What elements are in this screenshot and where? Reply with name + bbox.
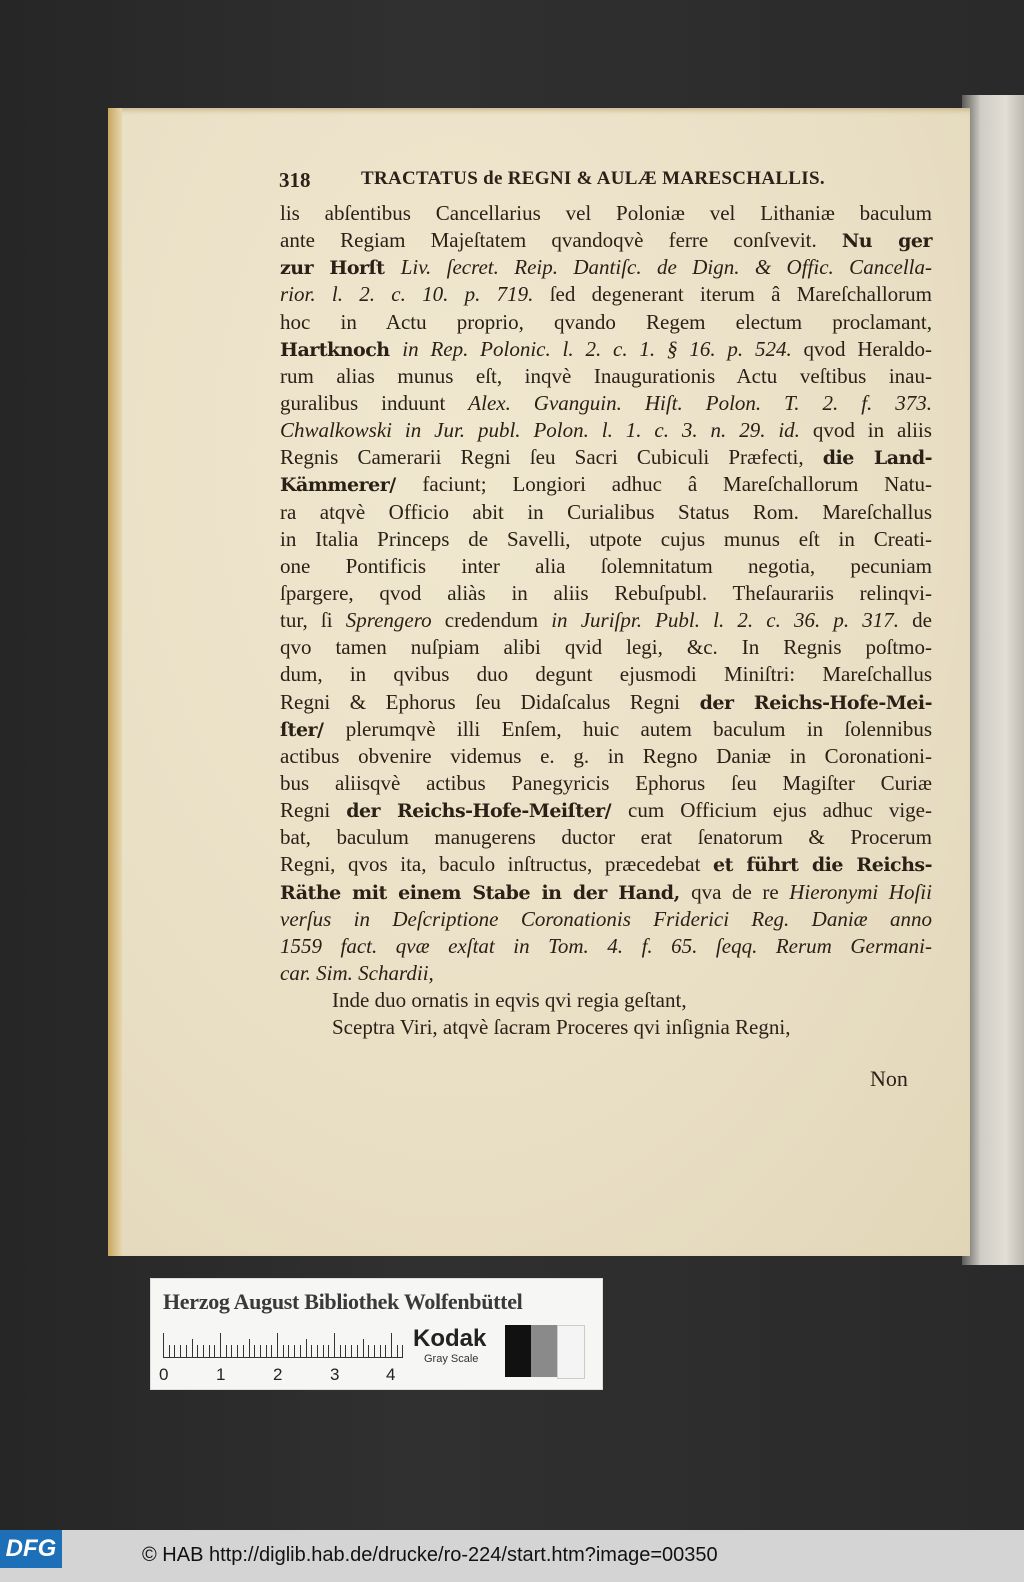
text-segment: tur, ſi (280, 608, 346, 633)
ruler-tick (163, 1333, 164, 1357)
ruler-tick (380, 1345, 381, 1357)
text-line (280, 444, 932, 471)
text-line (280, 743, 932, 770)
text-segment: Sceptra Viri, atqvè ſacram Proceres qvi inſignia Regni, (332, 1015, 791, 1040)
citation-text: in Rep. Polonic. l. 2. c. 1. § 16. p. 524. (402, 336, 792, 361)
ruler-tick (277, 1333, 278, 1357)
ruler-tick (288, 1345, 289, 1357)
text-segment: one Pontificis inter alia ſolemnitatum negotia, pecuniam (280, 553, 932, 578)
ruler-scale (163, 1331, 403, 1358)
text-segment: qva de re (691, 879, 790, 904)
gray-patch-white (557, 1325, 585, 1379)
ruler-tick (374, 1345, 375, 1357)
citation-text: Hieronymi Hoſii (789, 879, 932, 904)
text-line (280, 254, 932, 281)
text-line (280, 417, 932, 444)
text-line (280, 634, 932, 661)
ruler-tick (340, 1345, 341, 1357)
text-line (280, 689, 932, 716)
ruler-tick (266, 1345, 267, 1357)
ruler-number: 0 (159, 1365, 169, 1384)
ruler-tick (174, 1345, 175, 1357)
text-line (280, 309, 932, 336)
fraktur-text: Kämmerer/ (280, 474, 423, 497)
ruler-tick (271, 1345, 272, 1357)
ruler-tick (180, 1345, 181, 1357)
text-segment: Regni & Ephorus ſeu Didaſcalus Regni (280, 689, 700, 714)
citation-text: car. Sim. Schardii, (280, 960, 434, 985)
text-line (280, 661, 932, 688)
citation-text: Sprengero (345, 608, 432, 633)
ruler-tick (397, 1345, 398, 1357)
text-line (280, 716, 932, 743)
text-line (280, 471, 932, 498)
text-line (280, 607, 932, 634)
ruler-number: 1 (216, 1365, 226, 1384)
ruler-tick (243, 1345, 244, 1357)
text-line (280, 851, 932, 878)
text-segment: plerumqvè illi Enſem, huic autem baculum in ſolennibus (345, 716, 932, 741)
text-segment: ſed degenerant iterum â Mareſchallorum (533, 282, 932, 307)
ruler-tick (357, 1345, 358, 1357)
ruler-tick (203, 1345, 204, 1357)
ruler-tick (197, 1345, 198, 1357)
text-line (280, 553, 932, 580)
library-name: Herzog August Bibliothek Wolfenbüttel (163, 1289, 523, 1314)
ruler-tick (192, 1339, 193, 1357)
ruler-tick (209, 1345, 210, 1357)
fraktur-text: der Reichs-Hofe-Mei- (699, 691, 932, 714)
body-text (280, 200, 932, 1041)
text-line (280, 363, 932, 390)
ruler-tick (249, 1339, 250, 1357)
ruler-tick (220, 1333, 221, 1357)
ruler-tick (186, 1345, 187, 1357)
gray-patch-mid (531, 1325, 557, 1377)
fraktur-text: der Reichs-Hofe-Meiſter/ (346, 800, 629, 823)
ruler-tick (363, 1339, 364, 1357)
text-line (280, 770, 932, 797)
citation-text: verſus in Deſcriptione Coronationis Friderici Reg. Daniæ anno (280, 906, 932, 931)
ruler-tick (323, 1345, 324, 1357)
ruler-tick (294, 1345, 295, 1357)
citation-text: rior. l. 2. c. 10. p. 719. (280, 282, 534, 307)
color-scale-card (150, 1278, 603, 1390)
citation-text: Alex. Gvanguin. Hiſt. Polon. T. 2. f. 373. (468, 390, 932, 415)
text-segment: Regni, qvos ita, baculo inſtructus, præcedebat (280, 852, 714, 877)
citation-text: 1559 fact. qvæ exſtat in Tom. 4. f. 65. ſeqq. Rerum Germani- (280, 933, 932, 958)
citation-text: Chwalkowski in Jur. publ. Polon. l. 1. c. 3. n. 29. id. (280, 418, 800, 443)
footer-bar (0, 1530, 1024, 1582)
text-segment: dum, in qvibus duo degunt ejusmodi Miniſtri: Mareſchallus (280, 662, 932, 687)
text-segment: hoc in Actu proprio, qvando Regem electum proclamant, (280, 309, 932, 334)
text-segment: Inde duo ornatis in eqvis qvi regia geſtant, (332, 988, 687, 1013)
text-segment: rum alias munus eſt, inqvè Inaugurationis Actu veſtibus inau- (280, 363, 932, 388)
text-line (280, 906, 932, 933)
ruler-number: 4 (386, 1365, 396, 1384)
text-line (280, 797, 932, 824)
fraktur-text: Hartknoch (280, 338, 403, 361)
page-number: 318 (279, 168, 311, 192)
copyright-link[interactable]: © HAB http://diglib.hab.de/drucke/ro-224/start.htm?image=00350 (142, 1544, 718, 1566)
ruler-tick (254, 1345, 255, 1357)
text-segment: ante Regiam Majeſtatem qvandoqvè ferre conſvevit. (280, 228, 842, 253)
text-segment: actibus obvenire videmus e. g. in Regno Daniæ in Coronationi- (280, 743, 932, 768)
text-segment: qvod in aliis (799, 418, 932, 443)
text-line (280, 933, 932, 960)
gray-scale-label: Gray Scale (424, 1353, 479, 1365)
text-segment: de (899, 608, 932, 633)
ruler-tick (306, 1339, 307, 1357)
text-line (280, 499, 932, 526)
ruler-tick (237, 1345, 238, 1357)
page-header (279, 168, 885, 196)
text-line (280, 336, 932, 363)
ruler-tick (402, 1345, 403, 1357)
text-segment: bus aliisqvè actibus Panegyricis Ephorus ſeu Magiſter Curiæ (280, 770, 932, 795)
text-segment: cum Officium ejus adhuc vige- (628, 798, 932, 823)
text-segment: Regni (280, 798, 347, 823)
text-line (280, 200, 932, 227)
text-segment: credendum (431, 608, 552, 633)
ruler-tick (169, 1345, 170, 1357)
ruler-tick (345, 1345, 346, 1357)
text-line (280, 580, 932, 607)
kodak-logo: Kodak (413, 1325, 487, 1352)
ruler-number: 3 (330, 1365, 340, 1384)
ruler-number: 2 (273, 1365, 283, 1384)
fraktur-text: ſter/ (280, 718, 346, 741)
gray-patch-black (505, 1325, 531, 1377)
ruler-tick (334, 1333, 335, 1357)
fraktur-text: Räthe mit einem Stabe in der Hand, (280, 881, 692, 904)
text-line (280, 960, 932, 987)
text-line (280, 879, 932, 906)
fraktur-text: zur Horſt (280, 257, 401, 280)
text-segment: ſpargere, qvod aliàs in aliis Rebuſpubl. Theſaurariis relinqvi- (280, 580, 932, 605)
dfg-logo[interactable]: DFG (0, 1530, 62, 1568)
fraktur-text: et führt die Reichs- (713, 854, 932, 877)
text-line (280, 390, 932, 417)
ruler-tick (311, 1345, 312, 1357)
text-line (280, 526, 932, 553)
ruler-tick (351, 1345, 352, 1357)
text-segment: Regnis Camerarii Regni ſeu Sacri Cubiculi Præfecti, (280, 445, 823, 470)
text-segment: guralibus induunt (280, 390, 469, 415)
ruler-tick (385, 1345, 386, 1357)
text-segment: bat, baculum manugerens ductor erat ſenatorum & Procerum (280, 825, 932, 850)
ruler-tick (391, 1333, 392, 1357)
ruler-tick (226, 1345, 227, 1357)
ruler-tick (328, 1345, 329, 1357)
citation-text: Liv. ſecret. Reip. Dantiſc. de Dign. & Offic. Cancella- (400, 255, 932, 280)
facing-page-edge (962, 95, 1024, 1265)
text-segment: in Italia Princeps de Savelli, utpote cujus munus eſt in Creati- (280, 526, 932, 551)
ruler-tick (260, 1345, 261, 1357)
text-line (280, 987, 932, 1014)
text-segment: ra atqvè Officio abit in Curialibus Status Rom. Mareſchallus (280, 499, 932, 524)
text-line (280, 824, 932, 851)
ruler-tick (283, 1345, 284, 1357)
citation-text: in Juriſpr. Publ. l. 2. c. 36. p. 317. (551, 608, 900, 633)
text-line (280, 227, 932, 254)
running-head: TRACTATUS de REGNI & AULÆ MARESCHALLIS. (361, 168, 825, 189)
text-segment: qvo tamen nuſpiam alibi qvid legi, &c. In Regnis poſtmo- (280, 635, 932, 660)
fraktur-text: Nu ger (841, 230, 932, 253)
text-segment: lis abſentibus Cancellarius vel Poloniæ vel Lithaniæ baculum (280, 201, 932, 225)
ruler-tick (317, 1345, 318, 1357)
catchword: Non (870, 1066, 908, 1091)
ruler-tick (231, 1345, 232, 1357)
ruler-tick (214, 1345, 215, 1357)
ruler-tick (300, 1345, 301, 1357)
text-segment: qvod Heraldo- (791, 336, 932, 361)
text-line (280, 281, 932, 308)
fraktur-text: die Land- (822, 447, 932, 470)
ruler-tick (368, 1345, 369, 1357)
text-line (280, 1014, 932, 1041)
text-segment: faciunt; Longiori adhuc â Mareſchallorum Natu- (422, 472, 932, 497)
